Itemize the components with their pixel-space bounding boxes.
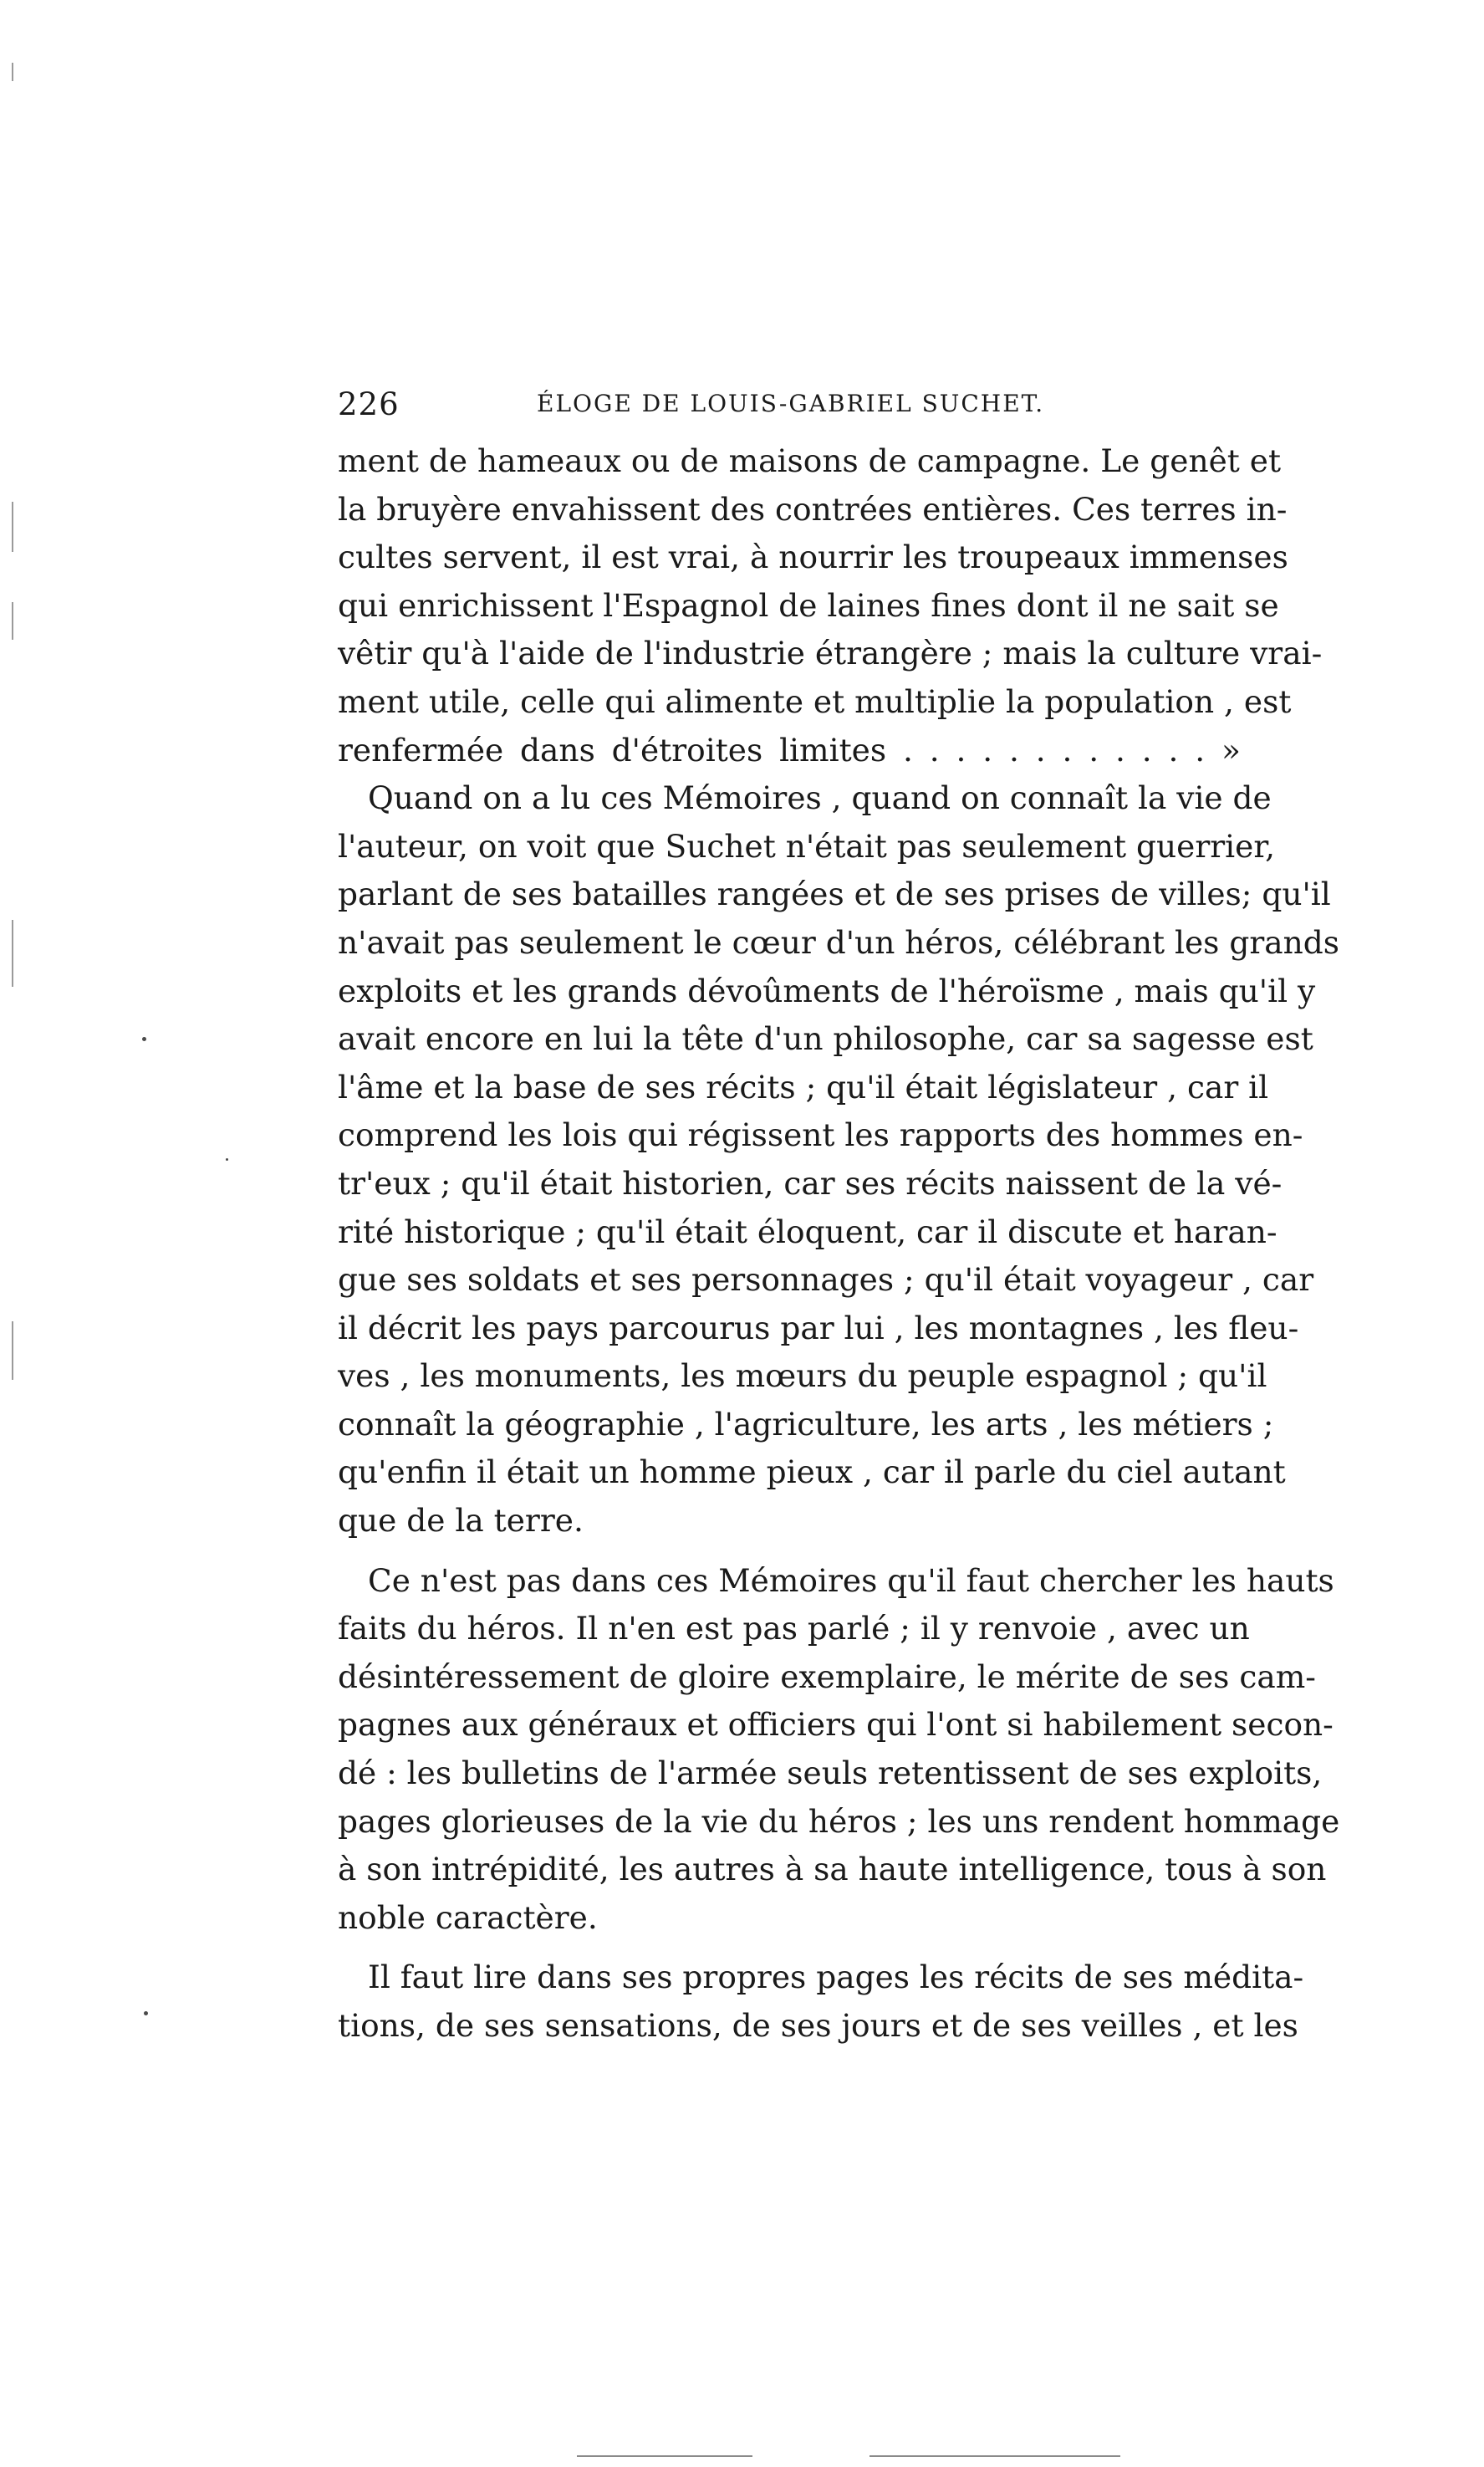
scan-speck — [144, 2011, 148, 2015]
paragraph-gap — [338, 1545, 1241, 1557]
text-line: désintéressement de gloire exemplaire, le mérite de ses cam- — [338, 1657, 1316, 1695]
scan-speck — [226, 1158, 228, 1161]
text-line: ves , les monuments, les mœurs du peuple espagnol ; qu'il — [338, 1357, 1267, 1395]
scan-mark — [12, 502, 13, 552]
text-line: cultes servent, il est vrai, à nourrir les troupeaux immenses — [338, 539, 1288, 576]
text-line: Ce n'est pas dans ces Mémoires qu'il faut chercher les hauts — [368, 1561, 1334, 1599]
text-line: ment utile, celle qui alimente et multiplie la population , est — [338, 682, 1292, 720]
text-line: tr'eux ; qu'il était historien, car ses récits naissent de la vé- — [338, 1164, 1283, 1202]
text-line: n'avait pas seulement le cœur d'un héros, célébrant les grands — [338, 923, 1340, 961]
text-line: qu'enfin il était un homme pieux , car il parle du ciel autant — [338, 1453, 1286, 1491]
text-line: renfermée dans d'étroites limites . . . . . . . . . . . . » — [338, 731, 1241, 769]
text-line: comprend les lois qui régissent les rapports des hommes en- — [338, 1116, 1303, 1154]
text-line: exploits et les grands dévoûments de l'héroïsme , mais qu'il y — [338, 972, 1316, 1009]
text-line: que de la terre. — [338, 1502, 584, 1540]
scan-edge — [869, 2455, 1120, 2457]
text-line: il décrit les pays parcourus par lui , les montagnes , les fleu- — [338, 1309, 1299, 1346]
text-line: avait encore en lui la tête d'un philosophe, car sa sagesse est — [338, 1020, 1313, 1058]
text-line: gue ses soldats et ses personnages ; qu'il était voyageur , car — [338, 1261, 1314, 1299]
body-text — [338, 437, 1340, 2051]
text-line: pages glorieuses de la vie du héros ; les uns rendent hommage — [338, 1802, 1340, 1840]
paragraph-gap — [338, 1942, 1241, 1954]
scan-edge — [577, 2455, 752, 2457]
text-line: l'âme et la base de ses récits ; qu'il était législateur , car il — [338, 1068, 1269, 1106]
text-line: parlant de ses batailles rangées et de ses prises de villes; qu'il — [338, 876, 1331, 913]
text-line: ment de hameaux ou de maisons de campagne. Le genêt et — [338, 442, 1282, 479]
text-line: faits du héros. Il n'en est pas parlé ; il y renvoie , avec un — [338, 1610, 1250, 1647]
scan-mark — [12, 1321, 13, 1380]
paragraph — [338, 1954, 1304, 2050]
text-line: à son intrépidité, les autres à sa haute intelligence, tous à son — [338, 1851, 1327, 1888]
text-line: dé : les bulletins de l'armée seuls retentissent de ses exploits, — [338, 1754, 1323, 1792]
scan-mark — [12, 602, 13, 640]
paragraph — [338, 774, 1340, 1545]
text-line: noble caractère. — [338, 1898, 598, 1936]
text-line: vêtir qu'à l'aide de l'industrie étrangère ; mais la culture vrai- — [338, 635, 1323, 672]
text-line: Quand on a lu ces Mémoires , quand on connaît la vie de — [368, 779, 1272, 817]
text-line: l'auteur, on voit que Suchet n'était pas seulement guerrier, — [338, 827, 1276, 865]
text-line: qui enrichissent l'Espagnol de laines fines dont il ne sait se — [338, 586, 1279, 624]
text-line: rité historique ; qu'il était éloquent, car il discute et haran- — [338, 1213, 1277, 1250]
text-line: pagnes aux généraux et officiers qui l'ont si habilement secon- — [338, 1706, 1334, 1744]
text-line: connaît la géographie , l'agriculture, les arts , les métiers ; — [338, 1405, 1274, 1443]
scan-speck — [142, 1037, 146, 1041]
running-title: ÉLOGE DE LOUIS-GABRIEL SUCHET. — [537, 390, 1045, 417]
page-header — [338, 386, 1232, 428]
paragraph — [338, 1557, 1340, 1943]
page-number: 226 — [338, 386, 400, 422]
scan-mark — [12, 63, 13, 81]
text-line: Il faut lire dans ses propres pages les récits de ses médita- — [368, 1959, 1304, 1996]
text-line: tions, de ses sensations, de ses jours et de ses veilles , et les — [338, 2007, 1298, 2044]
paragraph — [338, 437, 1323, 774]
scan-mark — [12, 920, 13, 987]
text-line: la bruyère envahissent des contrées entières. Ces terres in- — [338, 490, 1288, 528]
